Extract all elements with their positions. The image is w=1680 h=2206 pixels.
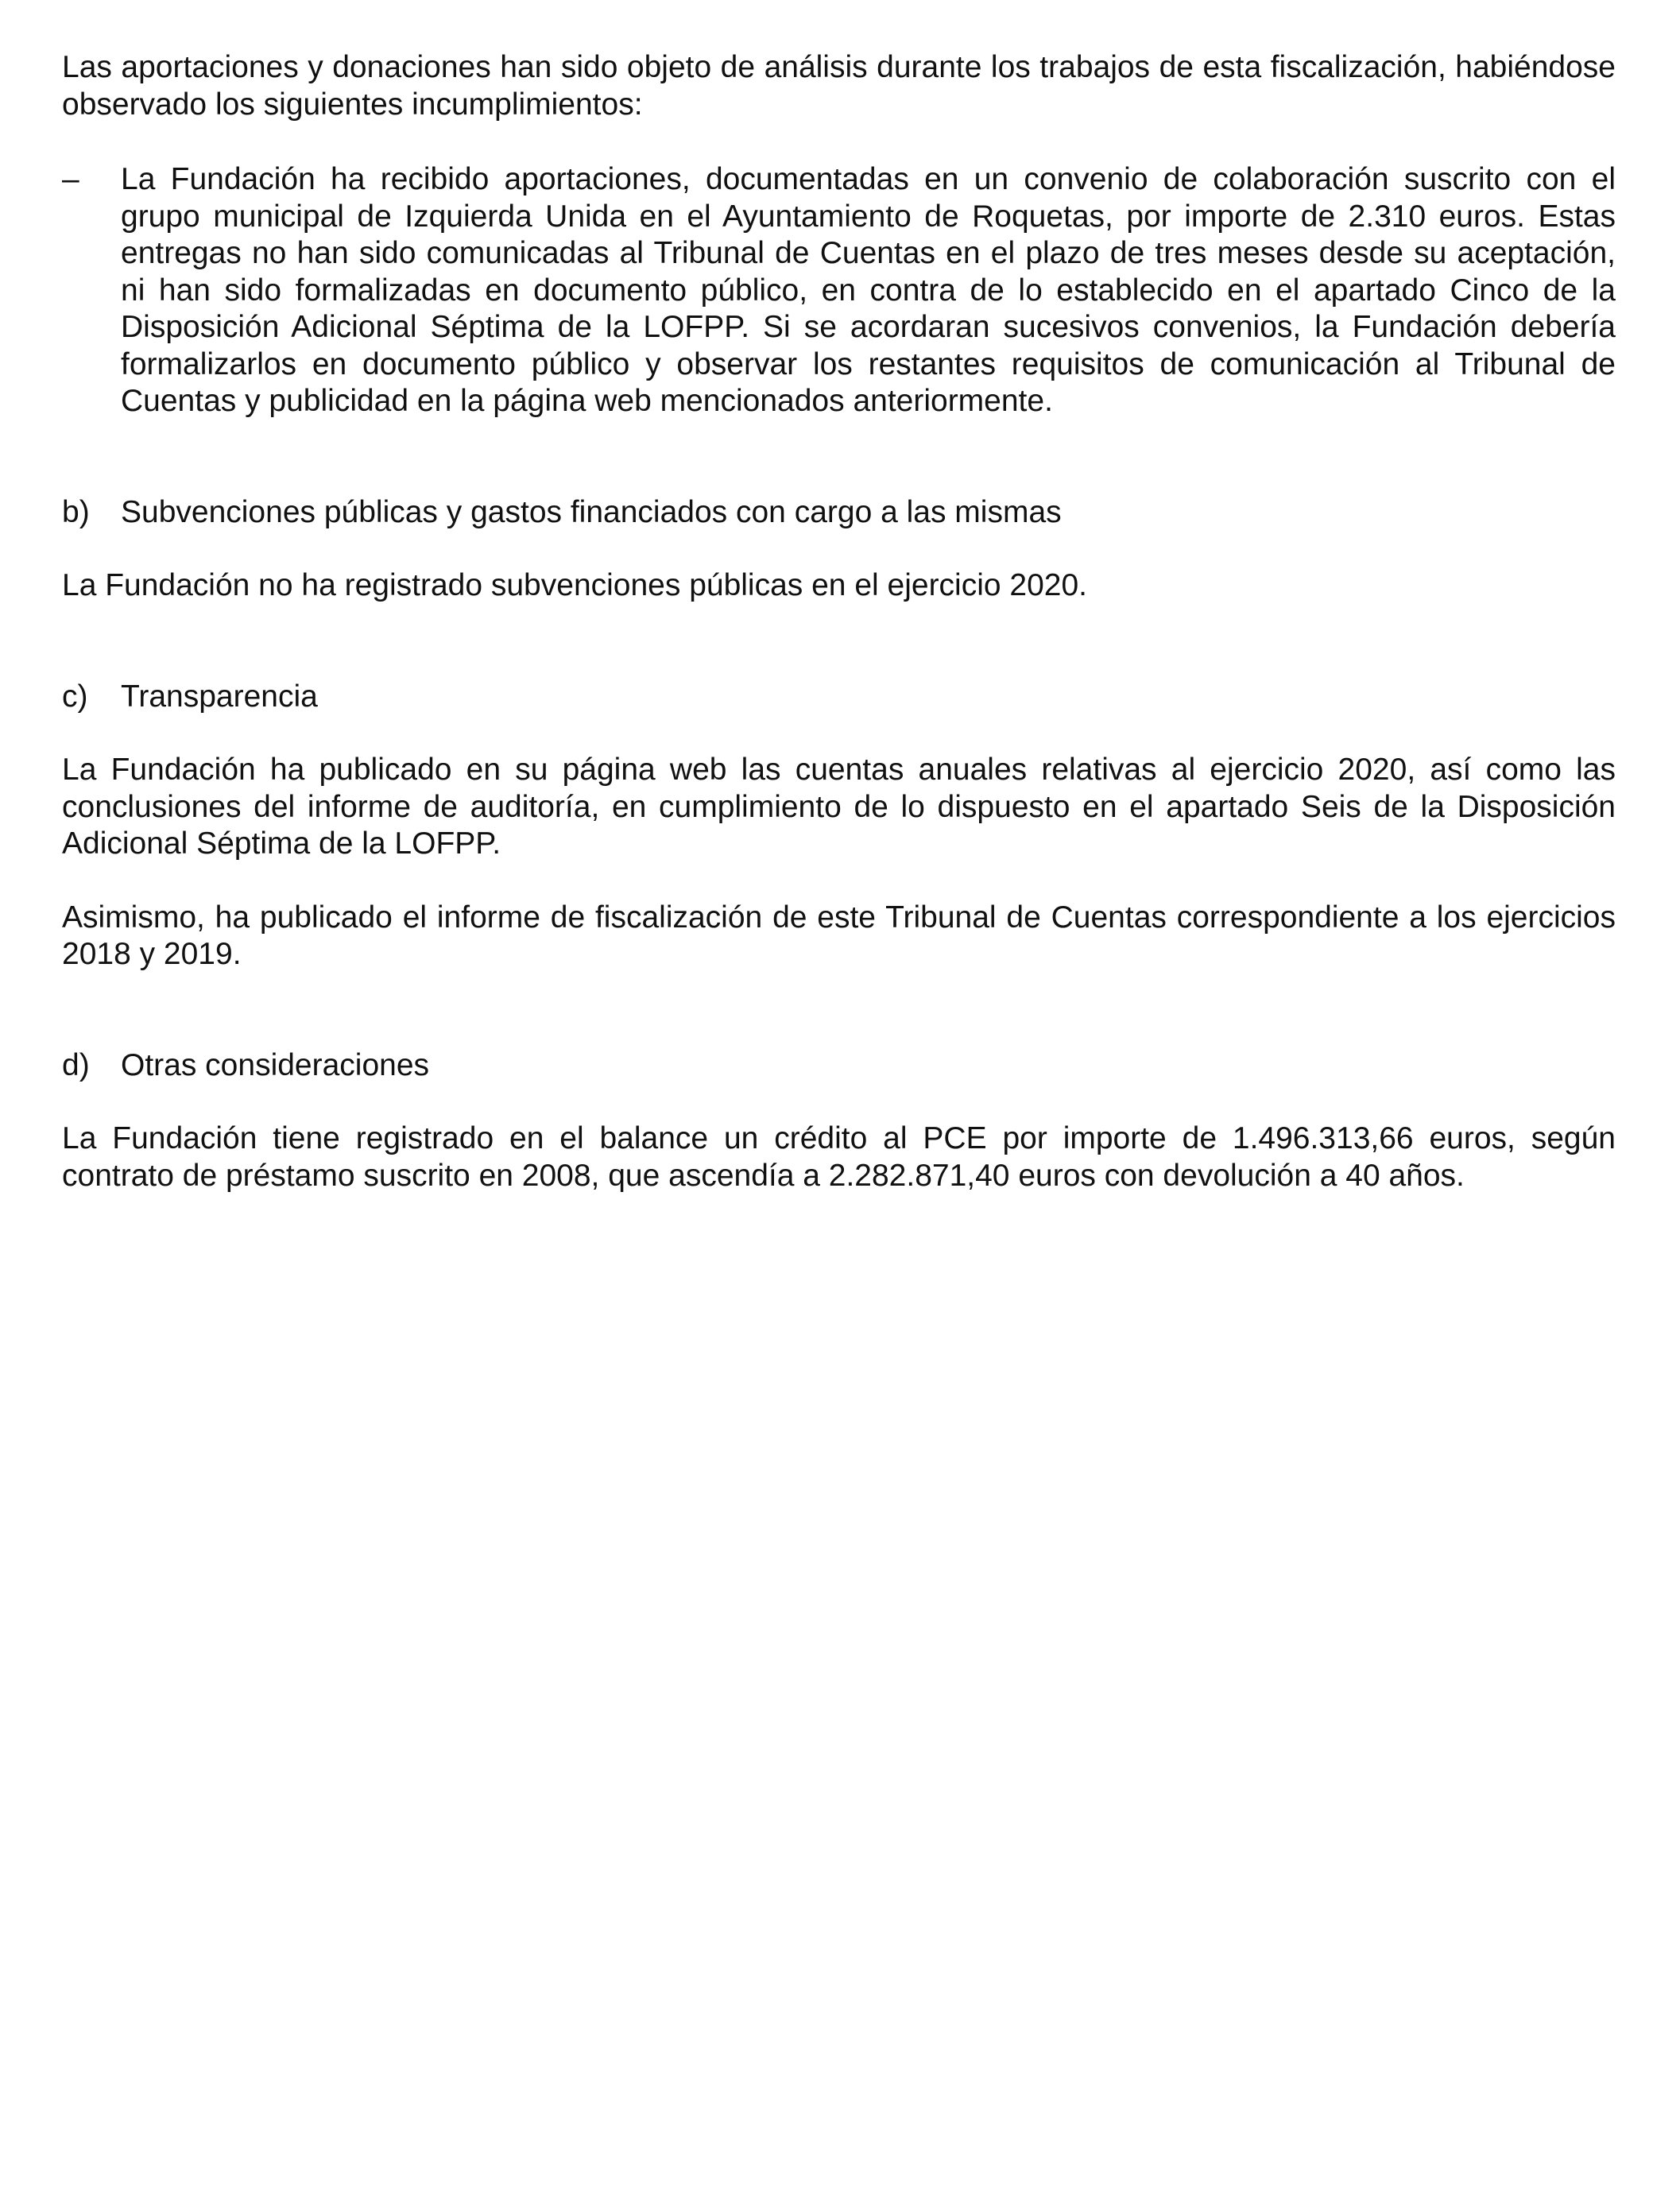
bullet-dash: – (62, 162, 79, 196)
section-d-title: Otras consideraciones (121, 1047, 430, 1082)
section-c-body-2: Asimismo, ha publicado el informe de fiscalización de este Tribunal de Cuentas correspondiente a los ejercicios 2018 y 2019. (62, 900, 1616, 971)
section-c-marker: c) (62, 679, 88, 714)
section-d-heading (62, 1047, 1616, 1085)
section-b-title: Subvenciones públicas y gastos financiados con cargo a las mismas (121, 494, 1062, 529)
section-b-marker: b) (62, 494, 90, 529)
section-b-body: La Fundación no ha registrado subvenciones públicas en el ejercicio 2020. (62, 568, 1088, 602)
section-d-body: La Fundación tiene registrado en el balance un crédito al PCE por importe de 1.496.313,66 euros, según contrato de préstamo suscrito en 2008, que ascendía a 2.282.871,40 euros con devolución a 40 años. (62, 1121, 1616, 1193)
bullet-text: La Fundación ha recibido aportaciones, documentadas en un convenio de colaboración suscrito con el grupo municipal de Izquierda Unida en el Ayuntamiento de Roquetas, por importe de 2.310 euros. Estas entregas no han sido comunicadas al Tribunal de Cuentas en el plazo de tres meses desde su aceptación, ni han sido formalizadas en documento público, en contra de lo establecido en el apartado Cinco de la Disposición Adicional Séptima de la LOFPP. Si se acordaran sucesivos convenios, la Fundación debería formalizarlos en documento público y observar los restantes requisitos de comunicación al Tribunal de Cuentas y publicidad en la página web mencionados anteriormente. (121, 162, 1616, 418)
document-page (62, 49, 1616, 1194)
section-c-heading (62, 679, 1616, 716)
section-c-body-1: La Fundación ha publicado en su página web las cuentas anuales relativas al ejercicio 2020, así como las conclusiones del informe de auditoría, en cumplimiento de lo dispuesto en el apartado Seis de la Disposición Adicional Séptima de la LOFPP. (62, 753, 1616, 861)
intro-paragraph: Las aportaciones y donaciones han sido objeto de análisis durante los trabajos de esta fiscalización, habiéndose observado los siguientes incumplimientos: (62, 50, 1616, 122)
bullet-item (62, 161, 1616, 420)
section-d-marker: d) (62, 1047, 90, 1082)
section-b-heading (62, 494, 1616, 532)
section-c-title: Transparencia (121, 679, 318, 714)
